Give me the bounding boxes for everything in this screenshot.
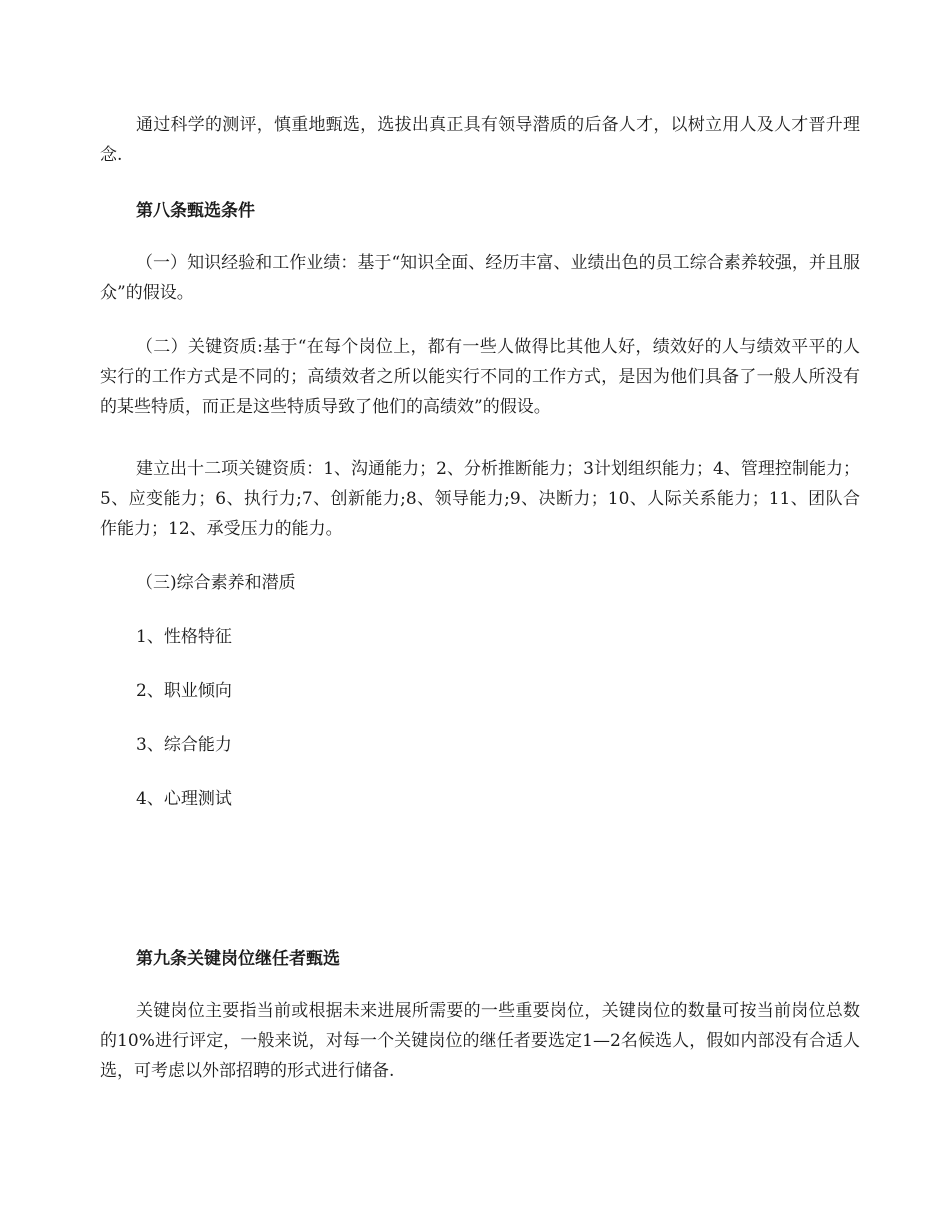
paragraph-knowledge-experience: （一）知识经验和工作业绩：基于“知识全面、经历丰富、业绩出色的员工综合素养较强，并且服众”的假设。 bbox=[100, 253, 860, 303]
paragraph-twelve-qualities: 建立出十二项关键资质：1、沟通能力；2、分析推断能力；3计划组织能力；4、管理控制能力；5、应变能力；6、执行力;7、创新能力;8、领导能力;9、决断力；10、人际关系能力；11、团队合作能力；12、承受压力的能力。 bbox=[100, 459, 860, 539]
list-item: 1、性格特征 bbox=[136, 627, 232, 647]
heading-article-9: 第九条关键岗位继任者甄选 bbox=[136, 949, 340, 969]
paragraph-key-qualities: （二）关键资质:基于“在每个岗位上，都有一些人做得比其他人好，绩效好的人与绩效平平的人实行的工作方式是不同的；高绩效者之所以能实行不同的工作方式，是因为他们具备了一般人所没有的某些特质，而正是这些特质导致了他们的高绩效”的假设。 bbox=[100, 337, 860, 417]
paragraph-talent-selection: 通过科学的测评，慎重地甄选，选拔出真正具有领导潜质的后备人才，以树立用人及人才晋升理念. bbox=[100, 115, 860, 165]
list-item: 2、职业倾向 bbox=[136, 681, 232, 701]
paragraph-key-positions: 关键岗位主要指当前或根据未来进展所需要的一些重要岗位，关键岗位的数量可按当前岗位总数的10%进行评定，一般来说，对每一个关键岗位的继任者要选定1—2名候选人，假如内部没有合适人选，可考虑以外部招聘的形式进行储备. bbox=[100, 1001, 860, 1081]
paragraph-overall-quality: （三)综合素养和潜质 bbox=[136, 573, 296, 593]
list-item: 4、心理测试 bbox=[136, 789, 232, 809]
heading-article-8: 第八条甄选条件 bbox=[136, 201, 255, 221]
list-item: 3、综合能力 bbox=[136, 735, 232, 755]
